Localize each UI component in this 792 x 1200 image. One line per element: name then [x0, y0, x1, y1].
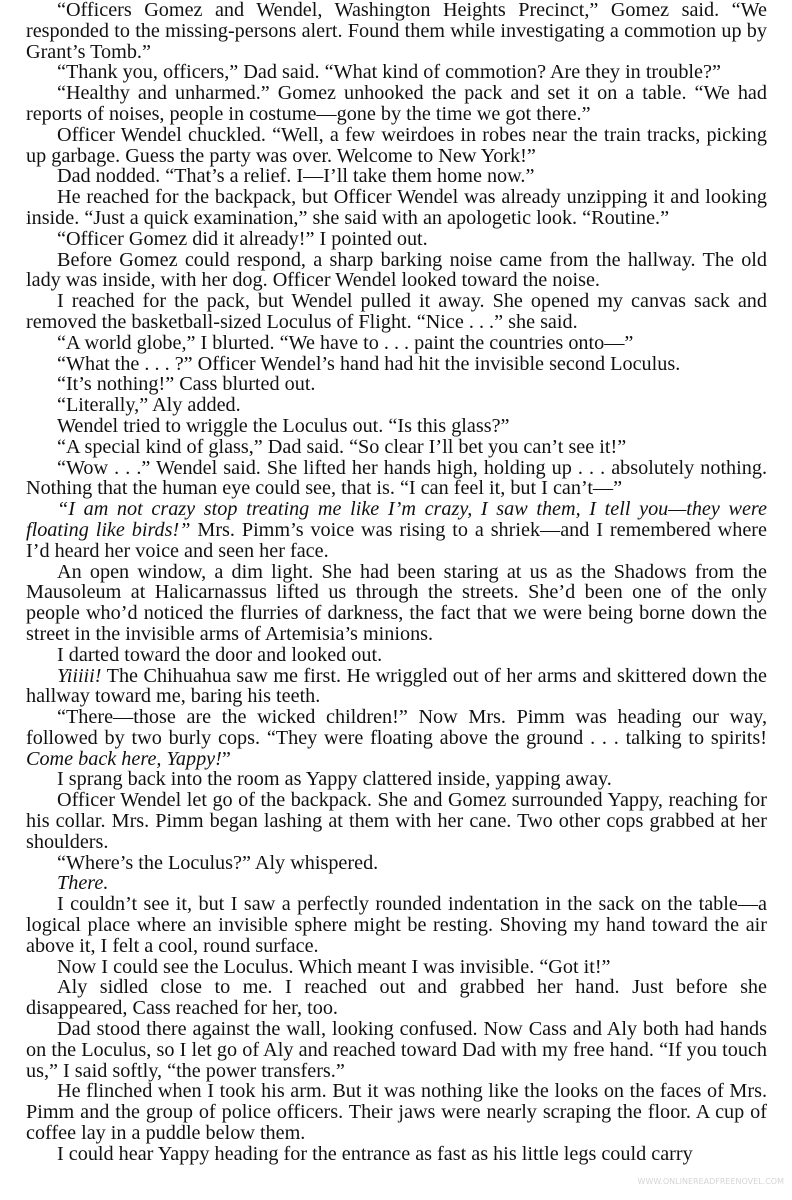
- text-run: “Literally,” Aly added.: [57, 394, 241, 417]
- paragraph: [26, 707, 767, 769]
- paragraph: [26, 1081, 767, 1143]
- paragraph: [26, 187, 767, 229]
- text-run: I darted toward the door and looked out.: [57, 643, 383, 666]
- paragraph: [26, 645, 767, 666]
- paragraph: [26, 62, 767, 83]
- text-run: Dad nodded. “That’s a relief. I—I’ll take them home now.”: [57, 165, 535, 188]
- text-run: “Where’s the Loculus?” Aly whispered.: [57, 851, 379, 874]
- text-run: “It’s nothing!” Cass blurted out.: [57, 373, 316, 396]
- paragraph: [26, 250, 767, 292]
- text-run: He flinched when I took his arm. But it was nothing like the looks on the faces of Mrs. Pimm and the group of police officers. Their jaws were nearly scraping the floor. A cup of coffee lay in a puddle below them.: [26, 1080, 767, 1145]
- paragraph: [26, 83, 767, 125]
- italic-text: “I am not crazy stop treating me like I’m crazy, I saw them, I tell you—they were floating like birds!”: [26, 498, 767, 541]
- paragraph: [26, 562, 767, 645]
- paragraph: [26, 333, 767, 354]
- paragraph: [26, 437, 767, 458]
- paragraph: [26, 769, 767, 790]
- paragraph: [26, 416, 767, 437]
- paragraph: [26, 125, 767, 167]
- text-run: Before Gomez could respond, a sharp barking noise came from the hallway. The old lady was inside, with her dog. Officer Wendel looked toward the noise.: [26, 248, 767, 292]
- book-page: [26, 0, 767, 1165]
- text-run: The Chihuahua saw me first. He wriggled out of her arms and skittered down the hallway toward me, baring his teeth.: [26, 664, 767, 708]
- text-run: “A special kind of glass,” Dad said. “So clear I’ll bet you can’t see it!”: [57, 435, 627, 458]
- paragraph: [26, 1144, 767, 1165]
- text-run: I could hear Yappy heading for the entrance as fast as his little legs could carry: [57, 1142, 693, 1165]
- text-run: He reached for the backpack, but Officer Wendel was already unzipping it and looking inside. “Just a quick examination,” she said with an apologetic look. “Routine.”: [26, 186, 767, 229]
- text-run: Aly sidled close to me. I reached out and grabbed her hand. Just before she disappeared, Cass reached for her, too.: [26, 976, 767, 1020]
- text-run: Dad stood there against the wall, looking confused. Now Cass and Aly both had hands on the Loculus, so I let go of Aly and reached toward Dad with my free hand. “If you touch us,” I said softly, “the power transfers.”: [26, 1018, 767, 1082]
- paragraph: [26, 374, 767, 395]
- text-run: I sprang back into the room as Yappy clattered inside, yapping away.: [57, 768, 612, 791]
- paragraph: [26, 790, 767, 852]
- text-run: “Officers Gomez and Wendel, Washington Heights Precinct,” Gomez said. “We responded to the missing-persons alert. Found them while investigating a commotion up by Grant’s Tomb.”: [26, 0, 767, 63]
- text-run: An open window, a dim light. She had been staring at us as the Shadows from the Mausoleum at Halicarnassus lifted us through the streets. She’d been one of the only people who’d noticed the flurries of darkness, the fact that we were being borne down the street in the invisible arms of Artemisia’s minions.: [26, 560, 767, 645]
- text-run: “Healthy and unharmed.” Gomez unhooked the pack and set it on a table. “We had reports of noises, people in costume—gone by the time we got there.”: [26, 82, 767, 125]
- text-run: “Wow . . .” Wendel said. She lifted her hands high, holding up . . . absolutely nothing. Nothing that the human eye could see, that is. “I can feel it, but I can’t—”: [26, 456, 767, 500]
- paragraph: [26, 354, 767, 375]
- text-run: “There—those are the wicked children!” Now Mrs. Pimm was heading our way, followed by two burly cops. “They were floating above the ground . . . talking to spirits!: [26, 706, 767, 749]
- paragraph: [26, 0, 767, 62]
- paragraph: [26, 873, 767, 894]
- paragraph: [26, 166, 767, 187]
- watermark: WWW.ONLINEREADFREENOVEL.COM: [637, 1177, 784, 1186]
- paragraph: [26, 853, 767, 874]
- text-run: Officer Wendel chuckled. “Well, a few weirdoes in robes near the train tracks, picking up garbage. Guess the party was over. Welcome to New York!”: [26, 123, 767, 167]
- text-run: I reached for the pack, but Wendel pulled it away. She opened my canvas sack and removed the basketball-sized Loculus of Flight. “Nice . . .” she said.: [26, 290, 767, 333]
- paragraph: [26, 1019, 767, 1081]
- paragraph: [26, 894, 767, 956]
- text-run: Now I could see the Loculus. Which meant I was invisible. “Got it!”: [57, 955, 611, 978]
- paragraph: [26, 666, 767, 708]
- paragraph: [26, 957, 767, 978]
- paragraph: [26, 977, 767, 1019]
- text-run: Officer Wendel let go of the backpack. She and Gomez surrounded Yappy, reaching for his collar. Mrs. Pimm began lashing at them with her cane. Two other cops grabbed at her shoulders.: [26, 789, 767, 853]
- text-run: Wendel tried to wriggle the Loculus out. “Is this glass?”: [57, 414, 510, 437]
- text-run: ”: [221, 747, 231, 770]
- paragraph: [26, 229, 767, 250]
- paragraph: [26, 458, 767, 500]
- italic-text: Come back here, Yappy!: [26, 747, 222, 770]
- paragraph: [26, 291, 767, 333]
- paragraph: [26, 395, 767, 416]
- paragraph: [26, 499, 767, 561]
- italic-text: Yiiiii!: [57, 664, 102, 687]
- text-run: “Thank you, officers,” Dad said. “What kind of commotion? Are they in trouble?”: [57, 61, 721, 84]
- text-run: Mrs. Pimm’s voice was rising to a shriek—and I remembered where I’d heard her voice and seen her face.: [26, 518, 767, 562]
- text-run: “What the . . . ?” Officer Wendel’s hand had hit the invisible second Loculus.: [57, 352, 681, 375]
- text-run: “A world globe,” I blurted. “We have to . . . paint the countries onto—”: [57, 331, 634, 354]
- italic-text: There.: [57, 872, 109, 895]
- text-run: I couldn’t see it, but I saw a perfectly rounded indentation in the sack on the table—a logical place where an invisible sphere might be resting. Shoving my hand toward the air above it, I felt a cool, round surface.: [26, 893, 767, 957]
- text-run: “Officer Gomez did it already!” I pointed out.: [57, 227, 428, 250]
